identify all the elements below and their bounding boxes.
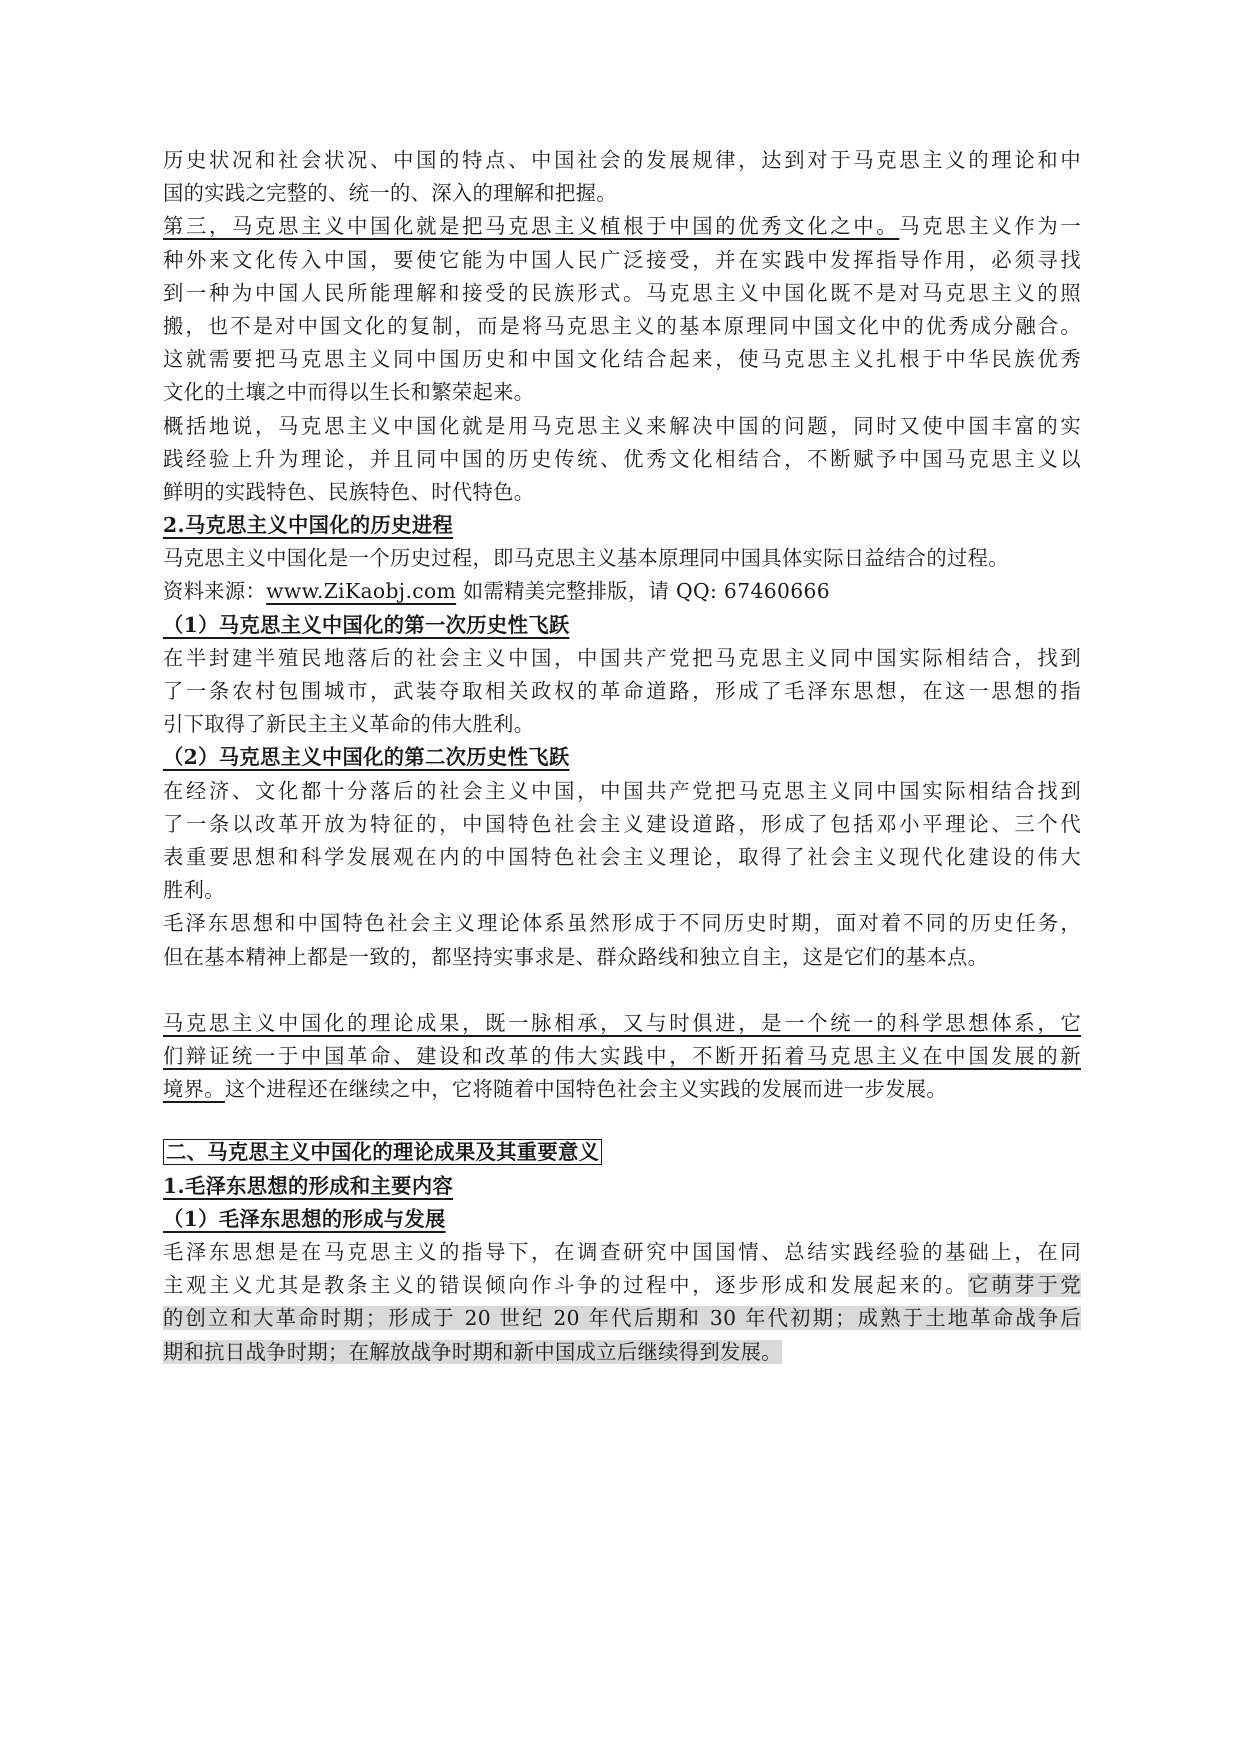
paragraph-line: 但在基本精神上都是一致的，都坚持实事求是、群众路线和独立自主，这是它们的基本点。 [163,944,989,969]
paragraph-line: 历史状况和社会状况、中国的特点、中国社会的发展规律，达到对于马克思主义的理论和中 [163,148,1081,172]
body-text: 这个进程还在继续之中，它将随着中国特色社会主义实践的发展而进一步发展。 [224,1077,948,1102]
subsection-heading [163,1203,1081,1236]
paragraph-line: 马克思主义中国化是一个历史过程，即马克思主义基本原理同中国具体实际日益结合的过程。 [163,546,1009,571]
subsection-heading [163,741,1081,774]
heading-text: （1）马克思主义中国化的第一次历史性飞跃 [163,612,570,637]
paragraph-line [163,1040,1081,1073]
paragraph-line [163,1007,1081,1040]
paragraph-line [163,1336,1081,1369]
highlighted-text: 期和抗日战争时期；在解放战争时期和新中国成立后继续得到发展。 [163,1339,782,1364]
underlined-text: 们辩证统一于中国革命、建设和改革的伟大实践中，不断开拓着马克思主义在中国发展的新 [163,1044,1081,1069]
heading-text: （2）马克思主义中国化的第二次历史性飞跃 [163,745,570,770]
boxed-heading-text: 二、马克思主义中国化的理论成果及其重要意义 [163,1139,602,1165]
paragraph-line: 在半封建半殖民地落后的社会主义中国，中国共产党把马克思主义同中国实际相结合，找到 [163,645,1081,670]
paragraph-line: 文化的土壤之中而得以生长和繁荣起来。 [163,380,535,405]
paragraph-line: 种外来文化传入中国，要使它能为中国人民广泛接受，并在实践中发挥指导作用，必须寻找 [163,247,1081,272]
paragraph-line: 国的实践之完整的、统一的、深入的理解和把握。 [163,181,617,206]
paragraph-line: 践经验上升为理论，并且同中国的历史传统、优秀文化相结合，不断赋予中国马克思主义以 [163,446,1081,471]
source-label: 资料来源： [163,579,267,604]
section-heading [163,509,1081,542]
highlighted-text: 它萌芽于党 [968,1273,1081,1298]
chapter-heading [163,1136,1081,1169]
underlined-text: 境界。 [163,1077,225,1102]
paragraph-line: 搬，也不是对中国文化的复制，而是将马克思主义的基本原理同中国文化中的优秀成分融合。 [163,313,1081,338]
blank-line [163,974,1081,1007]
paragraph-line [163,1073,1081,1106]
heading-text: 2.马克思主义中国化的历史进程 [163,513,454,538]
paragraph-line: 引下取得了新民主主义革命的伟大胜利。 [163,712,535,737]
paragraph-line [163,1302,1081,1335]
section-heading [163,1170,1081,1203]
paragraph-line [163,210,1081,243]
paragraph-line: 概括地说，马克思主义中国化就是用马克思主义来解决中国的问题，同时又使中国丰富的实 [163,413,1081,438]
blank-line [163,1106,1081,1136]
paragraph-line: 了一条以改革开放为特征的，中国特色社会主义建设道路，形成了包括邓小平理论、三个代 [163,811,1081,836]
document-page [163,144,1081,1369]
source-link[interactable]: www.ZiKaobj.com [266,579,457,604]
source-line [163,575,1081,608]
paragraph-line: 鲜明的实践特色、民族特色、时代特色。 [163,479,535,504]
paragraph-line: 胜利。 [163,878,225,903]
underlined-text: 第三，马克思主义中国化就是把马克思主义植根于中国的优秀文化之中。 [163,214,900,239]
paragraph-line: 毛泽东思想和中国特色社会主义理论体系虽然形成于不同历史时期，面对着不同的历史任务， [163,911,1081,936]
paragraph-line: 到一种为中国人民所能理解和接受的民族形式。马克思主义中国化既不是对马克思主义的照 [163,280,1081,305]
paragraph-line: 这就需要把马克思主义同中国历史和中国文化结合起来，使马克思主义扎根于中华民族优秀 [163,347,1081,372]
body-text: 马克思主义作为一 [899,214,1081,239]
paragraph-line [163,1269,1081,1302]
paragraph-line: 表重要思想和科学发展观在内的中国特色社会主义理论，取得了社会主义现代化建设的伟大 [163,844,1081,869]
paragraph-line: 了一条农村包围城市，武装夺取相关政权的革命道路，形成了毛泽东思想，在这一思想的指 [163,679,1081,703]
body-text: 主观主义尤其是教条主义的错误倾向作斗争的过程中，逐步形成和发展起来的。 [163,1273,969,1298]
source-note: 如需精美完整排版，请 QQ: 67460666 [456,579,830,604]
paragraph-line: 在经济、文化都十分落后的社会主义中国，中国共产党把马克思主义同中国实际相结合找到 [163,778,1081,803]
highlighted-text: 的创立和大革命时期；形成于 20 世纪 20 年代后期和 30 年代初期；成熟于土地革命战争后 [163,1306,1081,1331]
heading-text: 1.毛泽东思想的形成和主要内容 [163,1173,454,1198]
underlined-text: 马克思主义中国化的理论成果，既一脉相承，又与时俱进，是一个统一的科学思想体系，它 [163,1010,1081,1035]
subsection-heading [163,609,1081,642]
heading-text: （1）毛泽东思想的形成与发展 [163,1206,446,1231]
paragraph-line: 毛泽东思想是在马克思主义的指导下，在调查研究中国国情、总结实践经验的基础上，在同 [163,1240,1081,1264]
